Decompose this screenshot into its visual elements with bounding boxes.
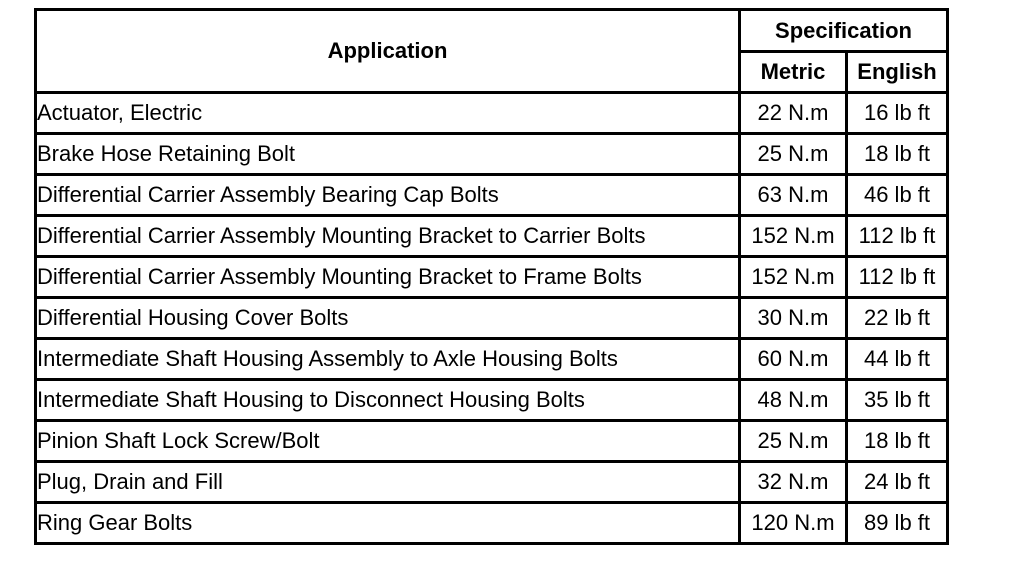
application-cell: Plug, Drain and Fill (36, 462, 740, 503)
english-cell: 18 lb ft (847, 134, 948, 175)
table-body (36, 93, 948, 544)
metric-cell: 25 N.m (740, 134, 847, 175)
table-row (36, 93, 948, 134)
english-cell: 35 lb ft (847, 380, 948, 421)
header-english: English (847, 52, 948, 93)
application-cell: Ring Gear Bolts (36, 503, 740, 544)
metric-cell: 152 N.m (740, 216, 847, 257)
application-cell: Differential Housing Cover Bolts (36, 298, 740, 339)
metric-cell: 30 N.m (740, 298, 847, 339)
english-cell: 16 lb ft (847, 93, 948, 134)
application-cell: Intermediate Shaft Housing to Disconnect Housing Bolts (36, 380, 740, 421)
spec-table-container (34, 8, 949, 545)
english-cell: 18 lb ft (847, 421, 948, 462)
english-cell: 112 lb ft (847, 216, 948, 257)
header-row-top (36, 10, 948, 52)
metric-cell: 25 N.m (740, 421, 847, 462)
table-row (36, 462, 948, 503)
table-row (36, 503, 948, 544)
english-cell: 22 lb ft (847, 298, 948, 339)
header-specification: Specification (740, 10, 948, 52)
table-row (36, 298, 948, 339)
english-cell: 46 lb ft (847, 175, 948, 216)
english-cell: 44 lb ft (847, 339, 948, 380)
fastener-spec-table (34, 8, 949, 545)
header-metric: Metric (740, 52, 847, 93)
application-cell: Intermediate Shaft Housing Assembly to Axle Housing Bolts (36, 339, 740, 380)
metric-cell: 152 N.m (740, 257, 847, 298)
table-header (36, 10, 948, 93)
table-row (36, 134, 948, 175)
table-row (36, 421, 948, 462)
metric-cell: 22 N.m (740, 93, 847, 134)
metric-cell: 60 N.m (740, 339, 847, 380)
english-cell: 24 lb ft (847, 462, 948, 503)
application-cell: Differential Carrier Assembly Bearing Cap Bolts (36, 175, 740, 216)
application-cell: Differential Carrier Assembly Mounting Bracket to Carrier Bolts (36, 216, 740, 257)
table-row (36, 339, 948, 380)
metric-cell: 63 N.m (740, 175, 847, 216)
metric-cell: 48 N.m (740, 380, 847, 421)
table-row (36, 216, 948, 257)
metric-cell: 120 N.m (740, 503, 847, 544)
english-cell: 112 lb ft (847, 257, 948, 298)
table-row (36, 380, 948, 421)
english-cell: 89 lb ft (847, 503, 948, 544)
header-application: Application (36, 10, 740, 93)
table-row (36, 175, 948, 216)
application-cell: Differential Carrier Assembly Mounting Bracket to Frame Bolts (36, 257, 740, 298)
metric-cell: 32 N.m (740, 462, 847, 503)
application-cell: Brake Hose Retaining Bolt (36, 134, 740, 175)
table-row (36, 257, 948, 298)
application-cell: Actuator, Electric (36, 93, 740, 134)
application-cell: Pinion Shaft Lock Screw/Bolt (36, 421, 740, 462)
